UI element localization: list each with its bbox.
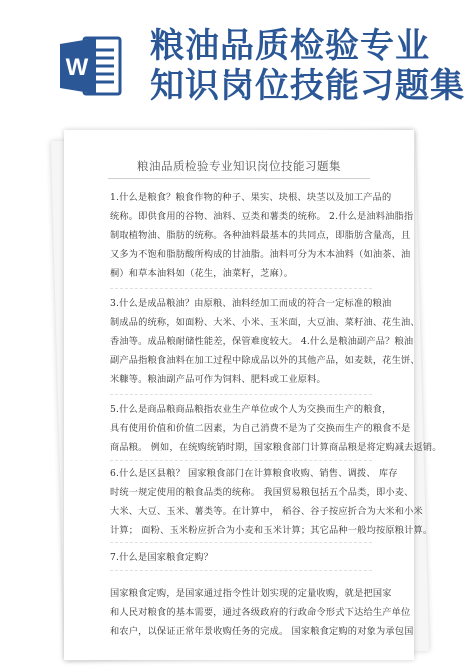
text-line: 5.什么是商品粮商品粮指农业生产单位或个人为交换而生产的粮食，: [110, 404, 392, 415]
paragraph-divider: [110, 570, 372, 571]
banner-title-line1: 粮油品质检验专业: [150, 26, 430, 66]
text-line: 计算； 面粉、玉米粉应折合为小麦和玉米计算；其它品种一般均按原粮计算。: [110, 525, 433, 536]
text-line: 和农户，以保证正常年景收购任务的完成。 国家粮食定购的对象为承包国: [110, 626, 414, 637]
text-line: 大米、大豆、玉米、薯类等。在计算中， 稻谷、谷子按应折合为大米和小米: [110, 506, 423, 517]
paragraph-divider: [110, 394, 372, 395]
text-line: 米糠等。粮油副产品可作为饲料、肥料或工业原料。: [110, 374, 326, 385]
word-document-icon: [60, 34, 122, 98]
document-page: [64, 130, 442, 660]
paragraph-q5: [110, 400, 442, 457]
paragraph-q7: [110, 584, 414, 641]
paragraph-q6: [110, 464, 433, 540]
text-line: 6.什么是区县粮？ 国家粮食部门在计算粮食收购、销售、调拨、 库存: [110, 468, 398, 479]
question-heading: 7.什么是国家粮食定购？: [110, 552, 214, 563]
text-line: 和人民对粮食的基本需要，通过各级政府的行政命令形式下达给生产单位: [110, 607, 411, 618]
text-line: 制取植物油、脂肪的统称。各种油料最基本的共同点，即脂肪含量高，且: [110, 230, 411, 241]
text-line: 具有使用价值和价值二因素，为自己消费不是为了交换而生产的粮食不是: [110, 423, 411, 434]
svg-text:W: W: [65, 54, 89, 81]
text-line: 3.什么是成品粮油？由原粮、油料经加工而成的符合一定标准的粮油: [110, 298, 392, 309]
text-line: 桐）和草本油料如（花生，油菜籽，芝麻）。: [110, 268, 294, 279]
text-line: 制成品的统称，如面粉、大米、小米、玉米面，大豆油、菜籽油、花生油、: [110, 317, 420, 328]
text-line: 统称。即供食用的谷物、油料、豆类和薯类的统称。 2.什么是油料油脂指: [110, 211, 414, 222]
text-line: 商品粮。 例如，在统购统销时期，国家粮食部门计算商品粮是将定购减去返销。: [110, 442, 442, 453]
paragraph-q1-q2: [110, 188, 414, 283]
text-line: 1.什么是粮食？粮食作物的种子、果实、块根、块茎以及加工产品的: [110, 192, 392, 203]
text-line: 时统一规定使用的粮食品类的统称。 我国贸易粮包括五个品类，即小麦、: [110, 487, 414, 498]
title-divider: [108, 178, 370, 179]
document-title: 粮油品质检验专业知识岗位技能习题集: [137, 159, 341, 173]
paragraph-q3-q4: [110, 294, 420, 389]
header-banner: [0, 0, 474, 120]
text-line: 又多为不饱和脂肪酸所构成的甘油脂。油料可分为木本油料（如油茶、油: [110, 249, 411, 260]
text-line: 香油等。成品粮耐储性能差，保管难度较大。 4.什么是粮油副产品？粮油: [110, 336, 414, 347]
paragraph-divider: [110, 288, 372, 289]
banner-title-line2: 知识岗位技能习题集: [150, 66, 465, 106]
paragraph-divider: [110, 542, 372, 543]
paragraph-divider: [110, 460, 372, 461]
text-line: 国家粮食定购，是国家通过指令性计划实现的定量收购，就是把国家: [110, 588, 392, 599]
text-line: 副产品指粮食油料在加工过程中除成品以外的其他产品，如麦麸，花生饼、: [110, 355, 420, 366]
heading-q7: [110, 548, 375, 567]
